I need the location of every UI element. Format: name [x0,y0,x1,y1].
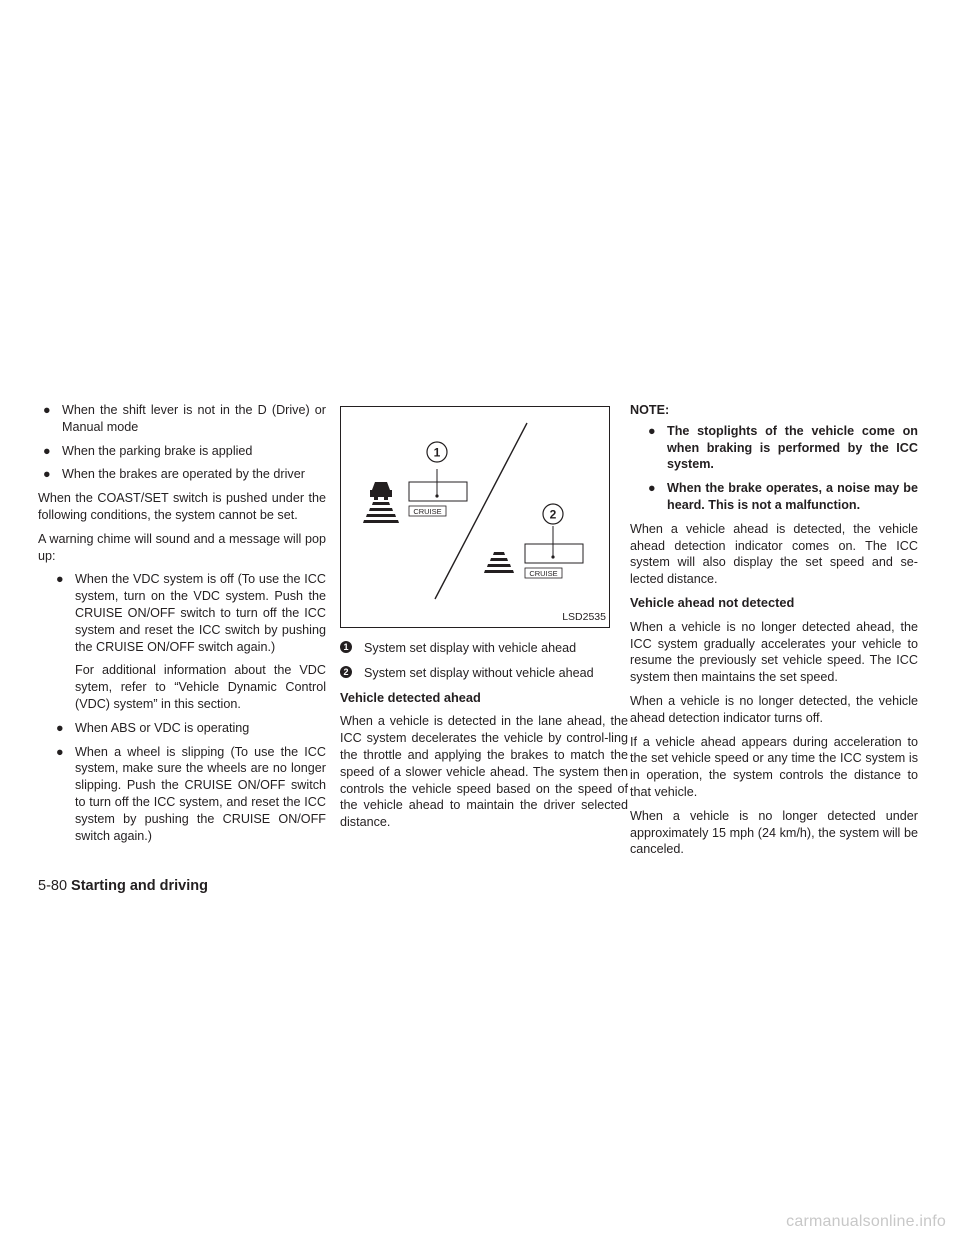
list-item: ● When the brake operates, a noise may be heard. This is not a malfunction. [648,481,918,512]
svg-text:2: 2 [549,507,557,522]
list-item: ● When the parking brake is applied [43,443,253,458]
figure-code: LSD2535 [562,611,606,624]
icc-display-illustration [341,407,609,627]
paragraph: A warning chime will sound and a message will pop up: [38,531,326,563]
bullet-icon: ● [648,423,656,438]
list-item: ● When the VDC system is off (To use the ICC system, turn on the VDC system. Push the CRUISE ON/OFF switch to turn off the ICC system and reset the ICC switch by pushing the CRUISE ON/OFF switch again.) [56,572,326,654]
column-left [38,402,326,851]
page-number: 5-80 [38,878,68,894]
bullet-icon: ● [43,443,51,458]
vehicle-ahead-icon [363,482,399,523]
bullet-icon: ● [56,720,64,735]
paragraph: When a vehicle ahead is detected, the vehicle ahead detection indicator comes on. The ICC system will also display the set speed and se-lected distance. [630,521,918,587]
paragraph: When a vehicle is no longer detected, the vehicle ahead detection indicator turns off. [630,693,918,725]
bullet-icon: ● [648,481,656,496]
paragraph: When a vehicle is no longer detected ahead, the ICC system gradually accelerates your vehicle to resume the previously set vehicle speed. The ICC system then maintains the set speed. [630,619,918,685]
paragraph: When the COAST/SET switch is pushed under the following conditions, the system cannot be set. [38,491,326,522]
figure-caption: 1 System set display with vehicle ahead [340,640,628,657]
bullet-icon: ● [56,572,64,587]
list-item: ● When ABS or VDC is operating [56,720,250,735]
list-item: ● The stoplights of the vehicle come on when braking is performed by the ICC system. [648,423,918,472]
callout-number-icon: 2 [340,666,352,678]
list-item: ● When a wheel is slipping (To use the ICC system, make sure the wheels are no longer slipping. Push the CRUISE ON/OFF switch to turn off the ICC system, and reset the ICC system by pushing the CRUISE ON/OFF switch again.) [56,744,326,843]
paragraph: When a vehicle is no longer detected under approximately 15 mph (24 km/h), the system will be canceled. [630,808,918,857]
section-heading: Vehicle detected ahead [340,689,481,705]
column-middle [340,402,628,838]
bullet-icon: ● [43,403,51,417]
section-title: Starting and driving [71,878,208,894]
bullet-icon: ● [56,744,64,759]
column-right [630,402,918,865]
svg-text:CRUISE: CRUISE [413,507,442,516]
icc-display-figure [340,406,610,628]
list-item: ● When the brakes are operated by the driver [43,467,305,482]
list-item: ● When the shift lever is not in the D (Drive) or Manual mode [43,403,326,434]
figure-caption: 2 System set display without vehicle ahead [340,665,628,682]
paragraph: When a vehicle is detected in the lane ahead, the ICC system decelerates the vehicle by control-ling the throttle and applying the brakes to match the speed of a slower vehicle ahead. The system then controls the vehicle speed based on the speed of the vehicle ahead to maintain the driver selected distance. [340,714,628,830]
page-footer [38,878,208,894]
paragraph: For additional information about the VDC sytem, refer to “Vehicle Dynamic Control (VDC) system” in this section. [75,663,326,711]
bullet-icon: ● [43,467,51,482]
callout-number-icon: 1 [340,641,352,653]
svg-text:1: 1 [433,445,441,460]
paragraph: If a vehicle ahead appears during acceleration to the set vehicle speed or any time the ICC system is in operation, the system controls the distance to that vehicle. [630,734,918,799]
svg-text:CRUISE: CRUISE [529,569,558,578]
note-label: NOTE: [630,403,670,417]
section-heading: Vehicle ahead not detected [630,594,795,610]
distance-bars-icon [484,552,514,573]
watermark: carmanualsonline.info [786,1213,946,1230]
